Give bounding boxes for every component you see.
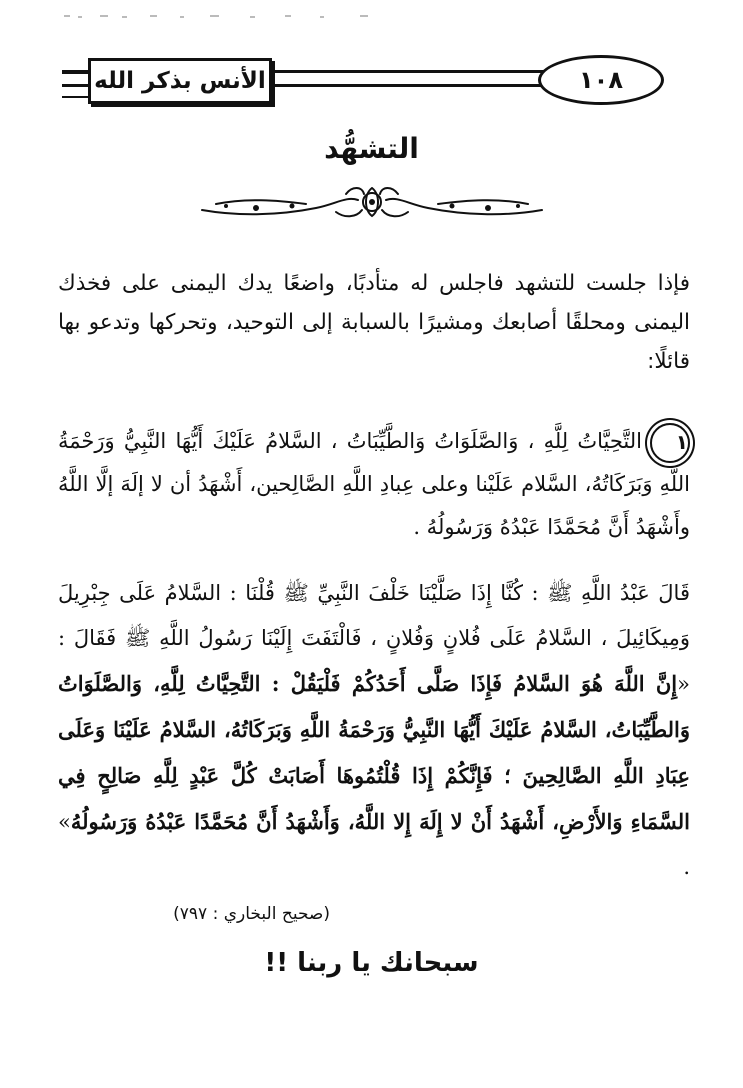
hadith-paragraph bbox=[58, 571, 690, 890]
floral-divider-icon bbox=[196, 182, 548, 222]
page-number: ١٠٨ bbox=[538, 55, 664, 105]
tashahhud-dhikr bbox=[58, 420, 690, 549]
scan-specks bbox=[60, 10, 400, 24]
hadith-saying: إِنَّ اللَّهَ هُوَ السَّلامُ فَإِذَا صَلَّى أَحَدُكُمْ فَلْيَقُلْ : التَّحِيَّاتُ لِلَّهِ، وَالصَّلَوَاتُ وَالطَّيِّبَاتُ، السَّلامُ عَلَيْكَ أَيُّهَا النَّبِيُّ وَرَحْمَةُ اللَّهِ وَبَرَكَاتُهُ، السَّلامُ عَلَيْنَا وَعَلَى عِبَادِ اللَّهِ الصَّالِحِينَ ؛ فَإِنَّكُمْ إِذَا قُلْتُمُوهَا أَصَابَتْ كُلَّ عَبْدٍ لِلَّهِ صَالِحٍ فِي السَّمَاءِ وَالأَرْضِ، أَشْهَدُ أَنْ لا إِلَهَ إِلا اللَّهُ، وَأَشْهَدُ أَنَّ مُحَمَّدًا عَبْدُهُ وَرَسُولُهُ bbox=[58, 671, 690, 834]
hadith-quote-close: » . bbox=[58, 810, 690, 879]
dhikr-number-badge: ١ bbox=[650, 423, 690, 463]
dhikr-text: التَّحِيَّاتُ لِلَّهِ ، وَالصَّلَوَاتُ وَالطَّيِّبَاتُ ، السَّلامُ عَلَيْكَ أَيُّهَا النَّبِيُّ وَرَحْمَةُ اللَّهِ وَبَرَكَاتُهُ، السَّلام عَلَيْنا وعلى عِبادِ اللَّهِ الصَّالِحين، أَشْهَدُ أن لا إلَهَ إلَّا اللَّهُ وأَشْهَدُ أَنَّ مُحَمَّدًا عَبْدُهُ وَرَسُولُهُ . bbox=[58, 429, 690, 539]
closing-phrase: سبحانك يا ربنا !! bbox=[264, 948, 479, 978]
running-header-title: الأنس بذكر الله bbox=[88, 58, 272, 104]
intro-paragraph: فإذا جلست للتشهد فاجلس له متأدبًا، واضعًا يدك اليمنى على فخذك اليمنى ومحلقًا أصابعك ومشيرًا بالسبابة إلى التوحيد، وتحركها وتدعو بها قائلًا: bbox=[58, 271, 690, 374]
chapter-title: التشهُّد bbox=[324, 132, 419, 165]
hadith-source: (صحيح البخاري : ٧٩٧) bbox=[173, 904, 330, 924]
hadith-narration: قَالَ عَبْدُ اللَّهِ ﷺ : كُنَّا إِذَا صَلَّيْنَا خَلْفَ النَّبِيِّ ﷺ قُلْنَا : السَّلامُ عَلَى جِبْرِيلَ وَمِيكَائِيلَ ، السَّلامُ عَلَى فُلانٍ وَفُلانٍ ، فَالْتَفَتَ إِلَيْنَا رَسُولُ اللَّهِ ﷺ فَقَالَ : « bbox=[58, 581, 690, 696]
